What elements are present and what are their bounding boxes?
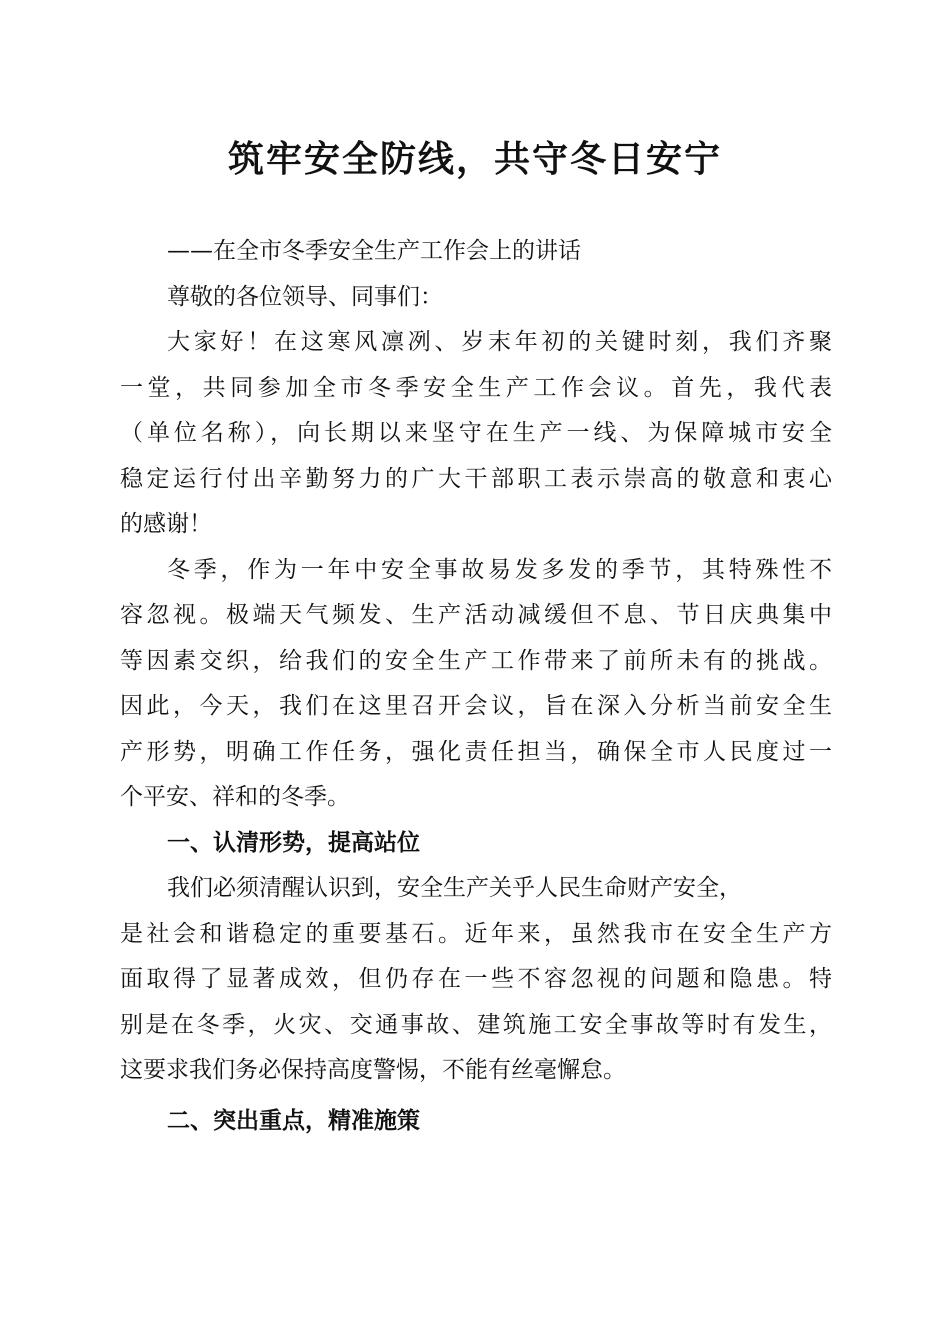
paragraph-1: [120, 320, 832, 548]
section-heading-1: 一、认清形势，提高站位: [167, 829, 420, 856]
salutation: 尊敬的各位领导、同事们：: [167, 283, 443, 310]
paragraph-line: 稳定运行付出辛勤努力的广大干部职工表示崇高的敬意和衷心: [120, 465, 832, 492]
paragraph-line: 我们必须清醒认识到，安全生产关乎人民生命财产安全，: [167, 875, 742, 901]
paragraph-line: 大家好！在这寒风凛冽、岁末年初的关键时刻，我们齐聚: [167, 329, 832, 355]
document-title: 筑牢安全防线，共守冬日安宁: [227, 138, 722, 180]
paragraph-line: 冬季，作为一年中安全事故易发多发的季节，其特殊性不: [167, 556, 832, 583]
paragraph-line: 面取得了显著成效，但仍存在一些不容忽视的问题和隐患。特: [120, 966, 832, 992]
paragraph-2: [120, 548, 832, 821]
section-heading-2: 二、突出重点，精准施策: [167, 1107, 420, 1134]
paragraph-line: 因此，今天，我们在这里召开会议，旨在深入分析当前安全生: [120, 693, 832, 719]
paragraph-3: [120, 866, 832, 1094]
paragraph-line: 容忽视。极端天气频发、生产活动减缓但不息、节日庆典集中: [120, 602, 832, 628]
document-body: [120, 229, 832, 1144]
paragraph-line: （单位名称），向长期以来坚守在生产一线、为保障城市安全: [120, 420, 832, 446]
paragraph-line: 一堂，共同参加全市冬季安全生产工作会议。首先，我代表: [120, 374, 832, 401]
paragraph-line: 产形势，明确工作任务，强化责任担当，确保全市人民度过一: [120, 738, 832, 765]
paragraph-line: 个平安、祥和的冬季。: [120, 784, 350, 810]
paragraph-line: 是社会和谐稳定的重要基石。近年来，虽然我市在安全生产方: [120, 920, 832, 947]
paragraph-line: 等因素交织，给我们的安全生产工作带来了前所未有的挑战。: [120, 647, 832, 674]
subtitle: ——在全市冬季安全生产工作会上的讲话: [167, 238, 581, 264]
paragraph-line: 这要求我们务必保持高度警惕，不能有丝毫懈怠。: [120, 1057, 626, 1083]
paragraph-line: 别是在冬季，火灾、交通事故、建筑施工安全事故等时有发生，: [120, 1011, 832, 1038]
paragraph-line: 的感谢！: [120, 511, 212, 537]
